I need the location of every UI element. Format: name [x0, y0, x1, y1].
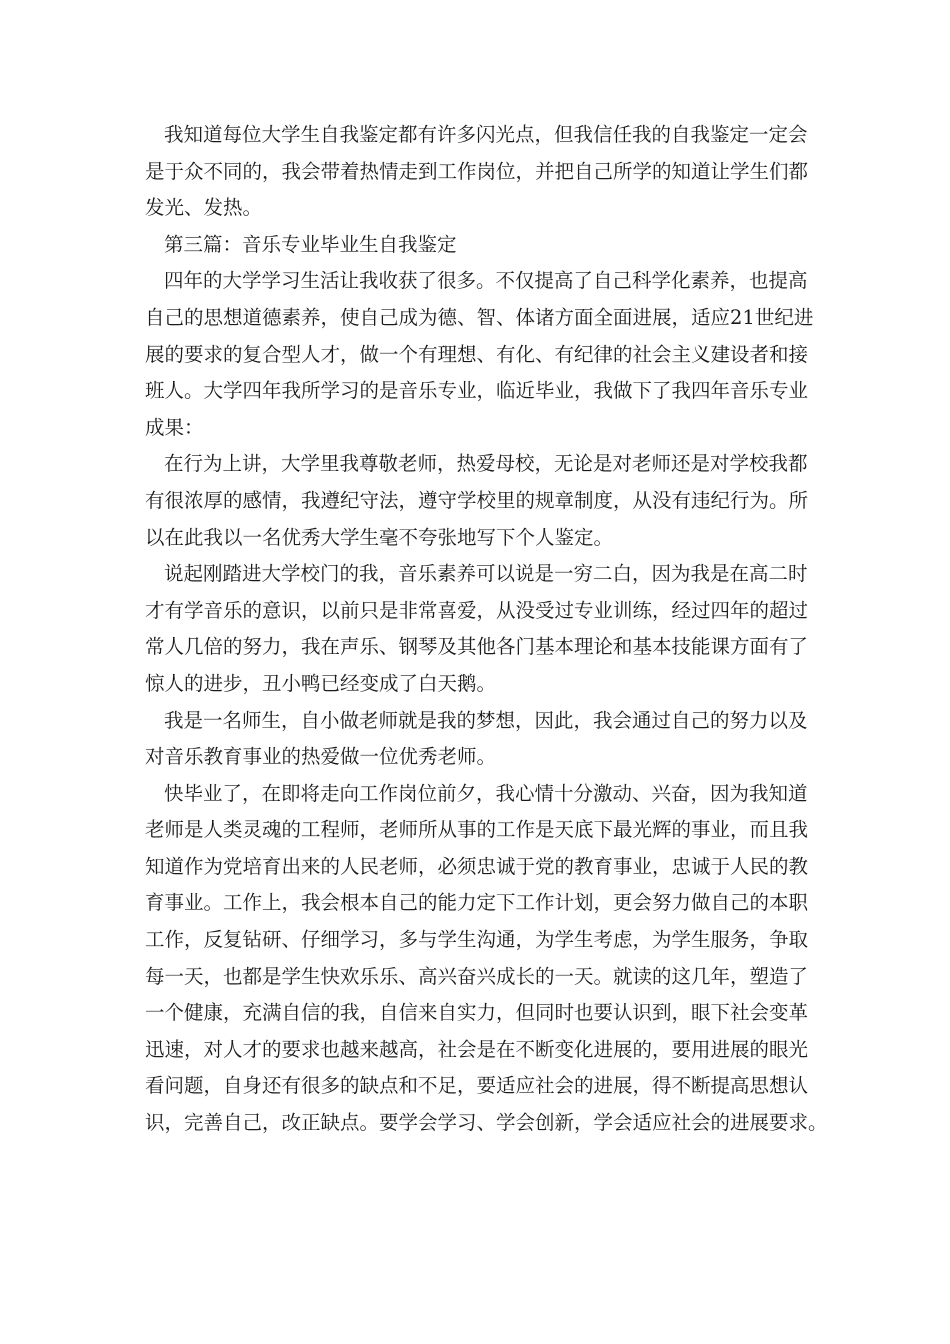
- text-line: 对音乐教育事业的热爱做一位优秀老师。: [145, 745, 497, 769]
- text-line: 是于众不同的，我会带着热情走到工作岗位，并把自己所学的知道让学生们都: [145, 159, 809, 183]
- text-line: 工作，反复钻研、仔细学习，多与学生沟通，为学生考虑，为学生服务，争取: [145, 928, 809, 952]
- text-line: 育事业。工作上，我会根本自己的能力定下工作计划，更会努力做自己的本职: [145, 891, 809, 915]
- text-line: 发光、发热。: [145, 196, 263, 220]
- text-line: 有很浓厚的感情，我遵纪守法，遵守学校里的规章制度，从没有违纪行为。所: [145, 488, 809, 512]
- text-line: 快毕业了，在即将走向工作岗位前夕，我心情十分激动、兴奋，因为我知道: [164, 781, 808, 805]
- text-line: 才有学音乐的意识，以前只是非常喜爱，从没受过专业训练，经过四年的超过: [145, 598, 809, 622]
- text-line: 自己的思想道德素养，使自己成为德、智、体诸方面全面进展，适应21世纪进: [145, 305, 814, 329]
- text-line: 以在此我以一名优秀大学生毫不夸张地写下个人鉴定。: [145, 525, 614, 549]
- text-line: 惊人的进步，丑小鸭已经变成了白天鹅。: [145, 671, 497, 695]
- section-heading: 第三篇：音乐专业毕业生自我鉴定: [164, 232, 457, 256]
- text-line: 在行为上讲，大学里我尊敬老师，热爱母校，无论是对老师还是对学校我都: [164, 452, 808, 476]
- text-line: 展的要求的复合型人才，做一个有理想、有化、有纪律的社会主义建设者和接: [145, 342, 809, 366]
- text-line: 班人。大学四年我所学习的是音乐专业，临近毕业，我做下了我四年音乐专业: [145, 379, 809, 403]
- text-line: 看问题，自身还有很多的缺点和不足，要适应社会的进展，得不断提高思想认: [145, 1074, 809, 1098]
- text-line: 识，完善自己，改正缺点。要学会学习、学会创新，学会适应社会的进展要求。: [145, 1111, 828, 1135]
- text-line: 知道作为党培育出来的人民老师，必须忠诚于党的教育事业，忠诚于人民的教: [145, 854, 809, 878]
- text-line: 我是一名师生，自小做老师就是我的梦想，因此，我会通过自己的努力以及: [164, 708, 808, 732]
- text-line: 迅速，对人才的要求也越来越高，社会是在不断变化进展的，要用进展的眼光: [145, 1037, 809, 1061]
- text-line: 我知道每位大学生自我鉴定都有许多闪光点，但我信任我的自我鉴定一定会: [164, 123, 808, 146]
- text-line: 每一天，也都是学生快欢乐乐、高兴奋兴成长的一天。就读的这几年，塑造了: [145, 964, 809, 988]
- text-line: 成果：: [145, 415, 204, 439]
- text-line: 说起刚踏进大学校门的我，音乐素养可以说是一穷二白，因为我是在高二时: [164, 562, 808, 586]
- text-line: 四年的大学学习生活让我收获了很多。不仅提高了自己科学化素养，也提高: [164, 269, 808, 293]
- text-line: 一个健康，充满自信的我，自信来自实力，但同时也要认识到，眼下社会变革: [145, 1001, 809, 1025]
- text-line: 常人几倍的努力，我在声乐、钢琴及其他各门基本理论和基本技能课方面有了: [145, 635, 809, 659]
- text-line: 老师是人类灵魂的工程师，老师所从事的工作是天底下最光辉的事业，而且我: [145, 818, 809, 842]
- document-body: [145, 117, 828, 1142]
